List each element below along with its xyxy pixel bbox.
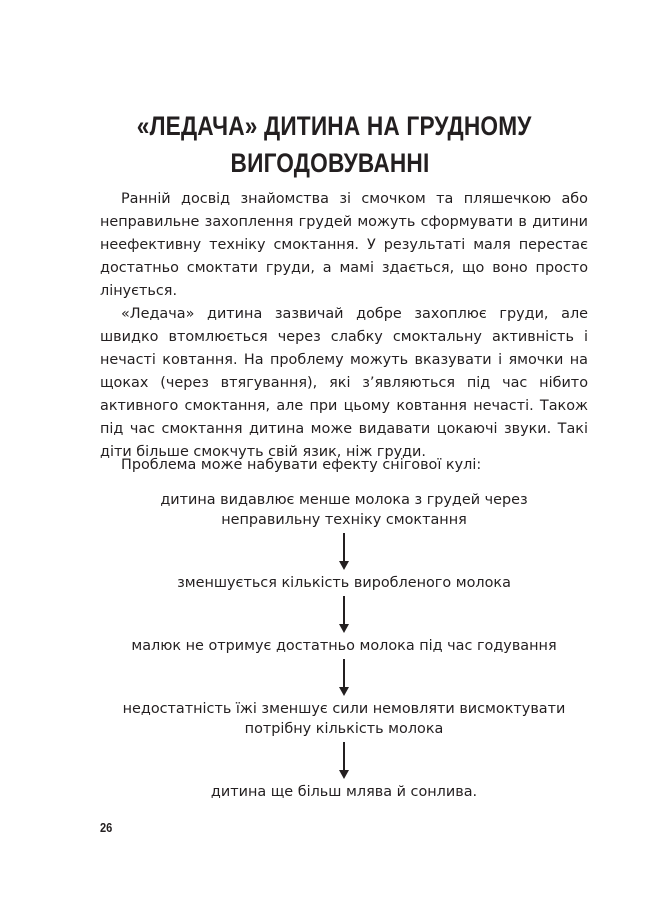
flow-step-1 <box>100 490 588 530</box>
title-line-1: «ЛЕДАЧА» ДИТИНА НА ГРУДНОМУ <box>136 111 532 141</box>
title-line-2: ВИГОДОВУВАННІ <box>230 148 430 178</box>
flow-step-1-line-1: дитина видавлює менше молока з грудей через <box>160 492 528 508</box>
down-arrow-icon <box>339 596 349 634</box>
flow-step-4-line-1: недостатність їжі зменшує сили немовляти висмоктувати <box>122 701 566 717</box>
page-number: 26 <box>100 820 113 835</box>
flow-step-2: зменшується кількість виробленого молока <box>177 575 511 591</box>
down-arrow-icon <box>339 533 349 571</box>
down-arrow-icon <box>339 659 349 697</box>
flow-step-1-line-2: неправильну техніку смоктання <box>221 512 467 528</box>
flow-step-5: дитина ще більш млява й сонлива. <box>210 784 478 800</box>
flow-step-4 <box>100 699 588 739</box>
flow-step-4-line-2: потрібну кількість молока <box>244 721 444 737</box>
paragraph-1: Ранній досвід знайомства зі смочком та пляшечкою або неправильне захоплення грудей можуть сформувати в дитини неефективну техніку смоктання. У результаті маля перестає достатньо смоктати груди, а мамі здається, що воно просто лінується. <box>100 191 588 299</box>
flow-step-3: малюк не отримує достатньо молока під час годування <box>131 638 557 654</box>
paragraph-2: «Ледача» дитина зазвичай добре захоплює груди, але швидко втомлюється через слабку смоктальну активність і нечасті ковтання. На проблему можуть вказувати і ямочки на щоках (через втягування), які з’являються під час нібито активного смоктання, але при цьому ковтання нечасті. Також під час смоктання дитина може видавати цокаючі звуки. Такі діти більше смокчуть свій язик, ніж груди. <box>100 306 588 460</box>
down-arrow-icon <box>339 742 349 780</box>
snowball-flow <box>100 490 588 802</box>
body-text <box>100 188 588 464</box>
page-title <box>136 108 532 182</box>
flow-intro: Проблема може набувати ефекту снігової кулі: <box>121 457 482 473</box>
